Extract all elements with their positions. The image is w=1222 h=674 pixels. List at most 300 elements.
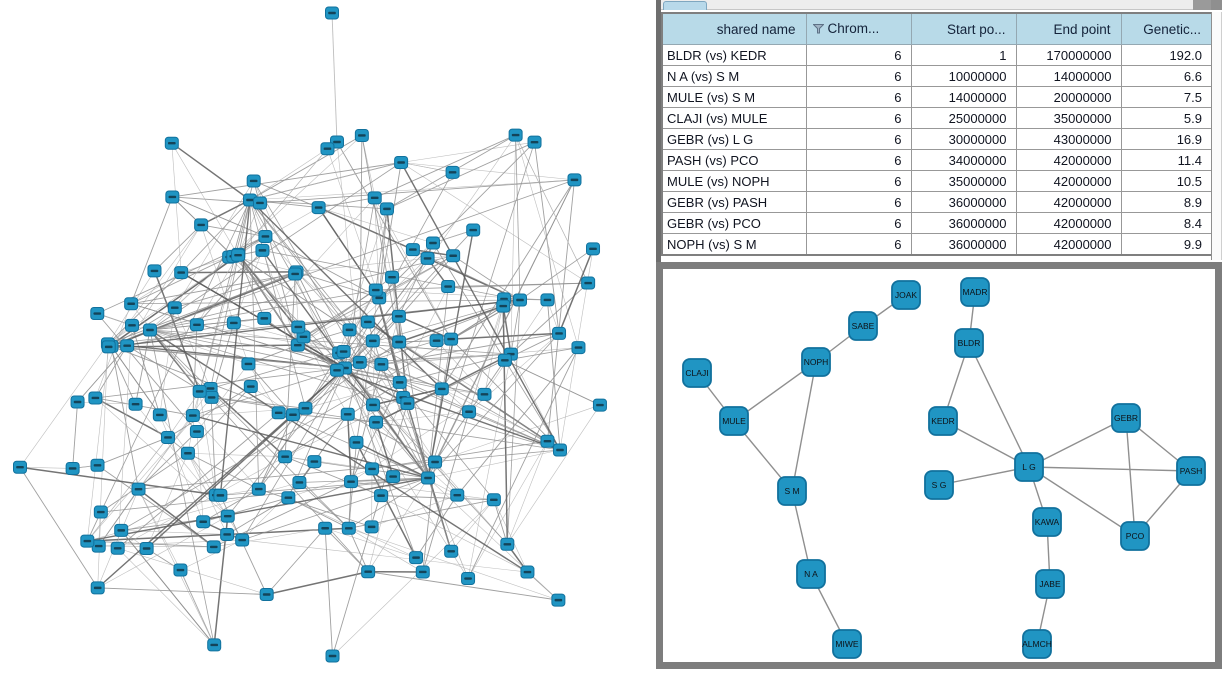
table-cell[interactable]: 35000000 (911, 171, 1016, 192)
network-node[interactable] (514, 294, 527, 306)
network-edge (150, 180, 574, 330)
table-row[interactable] (662, 129, 1212, 150)
network-node[interactable] (125, 298, 138, 310)
network-node[interactable] (487, 494, 500, 506)
node-label (259, 249, 267, 251)
network-node[interactable] (168, 302, 181, 314)
node-label (311, 460, 319, 462)
node-label (344, 413, 352, 415)
network-node[interactable] (148, 265, 161, 277)
table-cell[interactable]: 43000000 (1016, 129, 1121, 150)
network-node[interactable] (207, 541, 220, 553)
network-node[interactable] (361, 316, 374, 328)
table-cell[interactable]: 6 (806, 108, 911, 129)
network-node[interactable] (498, 354, 511, 366)
table-cell[interactable]: 170000000 (1016, 45, 1121, 66)
network-node[interactable] (366, 335, 379, 347)
table-cell[interactable]: MULE (vs) NOPH (662, 171, 806, 192)
table-row[interactable] (662, 66, 1212, 87)
network-node[interactable] (343, 324, 356, 336)
table-cell[interactable]: 10000000 (911, 66, 1016, 87)
network-node[interactable] (14, 461, 27, 473)
network-node[interactable] (279, 451, 292, 463)
network-node[interactable] (410, 552, 423, 564)
node-label (193, 430, 201, 432)
network-node[interactable] (258, 312, 271, 324)
network-node[interactable] (380, 203, 393, 215)
table-cell[interactable]: 35000000 (1016, 108, 1121, 129)
network-node[interactable] (260, 588, 273, 600)
network-node[interactable] (552, 594, 565, 606)
network-node[interactable] (319, 522, 332, 534)
network-node[interactable] (91, 459, 104, 471)
network-node[interactable] (253, 197, 266, 209)
table-cell[interactable]: 7.5 (1121, 87, 1212, 108)
network-node[interactable] (242, 358, 255, 370)
node-label (281, 456, 289, 458)
network-node[interactable] (337, 346, 350, 358)
network-edge (267, 572, 368, 595)
table-cell[interactable]: 25000000 (911, 108, 1016, 129)
network-node[interactable] (366, 463, 379, 475)
node-label (375, 297, 383, 299)
node-label (275, 412, 283, 414)
network-node[interactable] (392, 310, 405, 322)
table-cell[interactable]: CLAJI (vs) MULE (662, 108, 806, 129)
node-label (294, 326, 302, 328)
network-edge (220, 200, 250, 495)
node-label: MIWE (835, 639, 858, 649)
table-cell[interactable]: 6 (806, 192, 911, 213)
network-node[interactable] (165, 137, 178, 149)
network-node[interactable] (71, 396, 84, 408)
node-label (92, 397, 100, 399)
network-edge (285, 457, 372, 469)
network-node[interactable] (445, 333, 458, 345)
network-node[interactable] (308, 456, 321, 468)
network-edge (376, 283, 588, 290)
table-cell[interactable]: GEBR (vs) L G (662, 129, 806, 150)
network-node[interactable] (925, 471, 953, 499)
network-edge (401, 162, 574, 179)
network-node[interactable] (286, 409, 299, 421)
filter-funnel-icon[interactable] (813, 22, 824, 37)
network-node[interactable] (193, 385, 206, 397)
network-node[interactable] (321, 143, 334, 155)
network-node[interactable] (568, 174, 581, 186)
network-node[interactable] (955, 329, 983, 357)
network-node[interactable] (447, 250, 460, 262)
table-cell[interactable]: 6 (806, 213, 911, 234)
network-node[interactable] (1121, 522, 1149, 550)
network-node[interactable] (467, 224, 480, 236)
network-edge (468, 441, 547, 578)
network-node[interactable] (326, 7, 339, 19)
network-node[interactable] (256, 244, 269, 256)
table-cell[interactable]: PASH (vs) PCO (662, 150, 806, 171)
network-node[interactable] (362, 566, 375, 578)
network-node[interactable] (463, 406, 476, 418)
network-node[interactable] (153, 409, 166, 421)
table-cell[interactable]: 42000000 (1016, 234, 1121, 256)
network-node[interactable] (375, 490, 388, 502)
table-cell[interactable]: 36000000 (911, 213, 1016, 234)
node-label (329, 655, 337, 657)
table-cell[interactable]: 6 (806, 87, 911, 108)
network-node[interactable] (368, 192, 381, 204)
table-cell[interactable]: 42000000 (1016, 213, 1121, 234)
table-row[interactable] (662, 150, 1212, 171)
network-node[interactable] (582, 277, 595, 289)
network-node[interactable] (541, 435, 554, 447)
table-row[interactable] (662, 213, 1212, 234)
network-node[interactable] (541, 294, 554, 306)
table-cell[interactable]: 10.5 (1121, 171, 1212, 192)
network-node[interactable] (81, 535, 94, 547)
node-label (127, 303, 135, 305)
column-header[interactable] (1016, 13, 1121, 45)
network-edge (559, 249, 593, 334)
network-node[interactable] (326, 650, 339, 662)
network-node[interactable] (1177, 457, 1205, 485)
network-edge (516, 135, 589, 283)
network-node[interactable] (341, 408, 354, 420)
network-node[interactable] (401, 398, 414, 410)
network-edge (188, 453, 285, 456)
network-edge (401, 142, 534, 162)
network-node[interactable] (244, 381, 257, 393)
node-label (429, 242, 437, 244)
network-node[interactable] (849, 312, 877, 340)
network-node[interactable] (312, 202, 325, 214)
network-edge (172, 143, 181, 272)
table-cell[interactable]: 14000000 (911, 87, 1016, 108)
network-node[interactable] (553, 327, 566, 339)
table-row[interactable] (662, 87, 1212, 108)
table-cell[interactable]: 6 (806, 45, 911, 66)
network-node[interactable] (125, 319, 138, 331)
network-edge (121, 530, 214, 645)
network-node[interactable] (365, 521, 378, 533)
column-header[interactable] (911, 13, 1016, 45)
network-node[interactable] (181, 447, 194, 459)
node-label (409, 248, 417, 250)
network-node[interactable] (429, 456, 442, 468)
network-node[interactable] (353, 356, 366, 368)
network-edge (73, 402, 78, 468)
network-node[interactable] (435, 383, 448, 395)
table-cell[interactable]: 6 (806, 66, 911, 87)
network-node[interactable] (422, 472, 435, 484)
network-node[interactable] (252, 483, 265, 495)
network-node[interactable] (1015, 453, 1043, 481)
network-edge[interactable] (1029, 467, 1191, 471)
table-cell[interactable]: 14000000 (1016, 66, 1121, 87)
node-label: S M (784, 486, 799, 496)
table-header-row (662, 13, 1212, 45)
network-node[interactable] (221, 510, 234, 522)
table-cell[interactable]: 6 (806, 150, 911, 171)
network-edge (507, 405, 600, 544)
network-edge (401, 162, 560, 450)
network-edge[interactable] (1126, 418, 1135, 536)
network-node[interactable] (227, 317, 240, 329)
network-node[interactable] (497, 300, 510, 312)
node-label (196, 390, 204, 392)
network-node[interactable] (129, 398, 142, 410)
network-node[interactable] (393, 376, 406, 388)
network-node[interactable] (720, 407, 748, 435)
network-node[interactable] (509, 129, 522, 141)
network-node[interactable] (208, 639, 221, 651)
network-node[interactable] (342, 522, 355, 534)
table-cell[interactable]: N A (vs) S M (662, 66, 806, 87)
network-edge (360, 135, 362, 362)
table-cell[interactable]: 30000000 (911, 129, 1016, 150)
network-node[interactable] (929, 407, 957, 435)
network-node[interactable] (289, 268, 302, 280)
table-row[interactable] (662, 108, 1212, 129)
network-node[interactable] (501, 538, 514, 550)
table-cell[interactable]: 6 (806, 129, 911, 150)
network-node[interactable] (282, 492, 295, 504)
network-node[interactable] (102, 341, 115, 353)
network-node[interactable] (430, 335, 443, 347)
network-node[interactable] (190, 319, 203, 331)
table-cell[interactable]: 36000000 (911, 234, 1016, 256)
table-cell[interactable]: NOPH (vs) S M (662, 234, 806, 256)
network-node[interactable] (833, 630, 861, 658)
network-node[interactable] (221, 528, 234, 540)
network-node[interactable] (161, 431, 174, 443)
node-label: SABE (852, 321, 875, 331)
node-label (447, 338, 455, 340)
node-label (395, 315, 403, 317)
table-cell[interactable]: MULE (vs) S M (662, 87, 806, 108)
network-node[interactable] (521, 566, 534, 578)
network-node[interactable] (94, 506, 107, 518)
node-label (356, 361, 364, 363)
node-label (544, 299, 552, 301)
network-node[interactable] (462, 573, 475, 585)
network-node[interactable] (375, 358, 388, 370)
network-node[interactable] (587, 243, 600, 255)
network-node[interactable] (144, 324, 157, 336)
network-node[interactable] (593, 399, 606, 411)
network-node[interactable] (406, 244, 419, 256)
table-cell[interactable]: 6 (806, 171, 911, 192)
column-header[interactable] (1121, 13, 1212, 45)
table-cell[interactable]: 6 (806, 234, 911, 256)
node-label (189, 414, 197, 416)
network-node[interactable] (528, 136, 541, 148)
node-label (333, 141, 341, 143)
node-label (404, 402, 412, 404)
column-header-label: Genetic... (1143, 22, 1201, 37)
network-node[interactable] (387, 471, 400, 483)
node-label (424, 257, 432, 259)
node-label (447, 550, 455, 552)
table-cell[interactable]: 11.4 (1121, 150, 1212, 171)
node-label (294, 344, 302, 346)
network-edge (193, 325, 197, 416)
table-row[interactable] (662, 192, 1212, 213)
network-node[interactable] (331, 364, 344, 376)
table-cell[interactable]: 192.0 (1121, 45, 1212, 66)
network-node[interactable] (572, 342, 585, 354)
node-label (389, 475, 397, 477)
network-edge (118, 548, 214, 645)
network-node[interactable] (1022, 630, 1052, 658)
filtered-network-panel (656, 262, 1222, 669)
network-node[interactable] (195, 219, 208, 231)
network-node[interactable] (421, 252, 434, 264)
network-node[interactable] (369, 284, 382, 296)
network-node[interactable] (91, 308, 104, 320)
network-node[interactable] (393, 336, 406, 348)
table-cell[interactable]: 36000000 (911, 192, 1016, 213)
network-node[interactable] (66, 462, 79, 474)
network-node[interactable] (386, 271, 399, 283)
table-cell[interactable]: 1 (911, 45, 1016, 66)
network-node[interactable] (416, 566, 429, 578)
node-label (369, 404, 377, 406)
network-node[interactable] (446, 166, 459, 178)
network-node[interactable] (205, 391, 218, 403)
table-cell[interactable]: 8.9 (1121, 192, 1212, 213)
table-cell[interactable]: 9.9 (1121, 234, 1212, 256)
network-node[interactable] (111, 542, 124, 554)
node-label (315, 206, 323, 208)
node-label (575, 346, 583, 348)
network-node[interactable] (197, 516, 210, 528)
node-label (177, 569, 185, 571)
network-node[interactable] (683, 359, 711, 387)
node-label (210, 644, 218, 646)
network-node[interactable] (91, 582, 104, 594)
network-node[interactable] (272, 407, 285, 419)
node-label (465, 411, 473, 413)
network-node[interactable] (190, 426, 203, 438)
network-node[interactable] (89, 392, 102, 404)
node-label (128, 324, 136, 326)
node-label (397, 161, 405, 163)
network-node[interactable] (355, 129, 368, 141)
table-cell[interactable]: 5.9 (1121, 108, 1212, 129)
network-node[interactable] (395, 156, 408, 168)
network-edge[interactable] (792, 362, 816, 491)
network-edge (267, 528, 325, 594)
table-row[interactable] (662, 45, 1212, 66)
node-label (93, 312, 101, 314)
network-node[interactable] (797, 560, 825, 588)
network-edge[interactable] (969, 343, 1029, 467)
node-label (193, 324, 201, 326)
network-node[interactable] (175, 267, 188, 279)
table-cell[interactable]: 6.6 (1121, 66, 1212, 87)
column-header-label: Chrom... (828, 21, 880, 36)
node-label (353, 441, 361, 443)
table-cell[interactable]: BLDR (vs) KEDR (662, 45, 806, 66)
network-node[interactable] (299, 402, 312, 414)
node-label (197, 224, 205, 226)
network-node[interactable] (132, 483, 145, 495)
network-node[interactable] (140, 543, 153, 555)
network-node[interactable] (1036, 570, 1064, 598)
network-node[interactable] (802, 348, 830, 376)
table-cell[interactable]: GEBR (vs) PCO (662, 213, 806, 234)
column-header[interactable] (662, 13, 806, 45)
table-row[interactable] (662, 234, 1212, 256)
network-edge (547, 180, 574, 441)
network-node[interactable] (892, 281, 920, 309)
network-node[interactable] (778, 477, 806, 505)
table-panel-top-strip (661, 0, 1222, 10)
network-node[interactable] (445, 545, 458, 557)
network-node[interactable] (442, 281, 455, 293)
node-label: JOAK (895, 290, 918, 300)
network-node[interactable] (115, 524, 128, 536)
network-node[interactable] (478, 388, 491, 400)
network-node[interactable] (292, 321, 305, 333)
node-label (247, 385, 255, 387)
node-label (171, 307, 179, 309)
network-node[interactable] (1112, 404, 1140, 432)
network-node[interactable] (236, 534, 249, 546)
table-cell[interactable]: 16.9 (1121, 129, 1212, 150)
network-node[interactable] (367, 399, 380, 411)
node-label (94, 587, 102, 589)
network-node[interactable] (370, 416, 383, 428)
table-cell[interactable]: 34000000 (911, 150, 1016, 171)
network-node[interactable] (554, 444, 567, 456)
table-vertical-scrollbar[interactable] (1211, 12, 1222, 260)
network-node[interactable] (166, 191, 179, 203)
network-node[interactable] (247, 175, 260, 187)
network-node[interactable] (214, 489, 227, 501)
table-cell[interactable]: 20000000 (1016, 87, 1121, 108)
column-header[interactable] (806, 13, 911, 45)
node-label (453, 494, 461, 496)
network-node[interactable] (1033, 508, 1061, 536)
node-label (94, 464, 102, 466)
network-node[interactable] (259, 230, 272, 242)
network-node[interactable] (186, 410, 199, 422)
node-label (438, 388, 446, 390)
network-node[interactable] (345, 476, 358, 488)
table-cell[interactable]: 42000000 (1016, 171, 1121, 192)
node-label (223, 533, 231, 535)
table-cell[interactable]: 8.4 (1121, 213, 1212, 234)
column-header-label: shared name (717, 22, 796, 37)
network-node[interactable] (121, 340, 134, 352)
table-cell[interactable]: 42000000 (1016, 150, 1121, 171)
node-label (512, 134, 520, 136)
network-node[interactable] (961, 278, 989, 306)
table-row[interactable] (662, 171, 1212, 192)
table-cell[interactable]: 42000000 (1016, 192, 1121, 213)
network-node[interactable] (232, 249, 245, 261)
node-label (469, 229, 477, 231)
table-tab-chip[interactable] (663, 1, 707, 10)
network-node[interactable] (350, 436, 363, 448)
node-label (345, 527, 353, 529)
network-node[interactable] (293, 476, 306, 488)
network-node[interactable] (451, 489, 464, 501)
network-node[interactable] (426, 237, 439, 249)
network-node[interactable] (174, 564, 187, 576)
table-cell[interactable]: GEBR (vs) PASH (662, 192, 806, 213)
